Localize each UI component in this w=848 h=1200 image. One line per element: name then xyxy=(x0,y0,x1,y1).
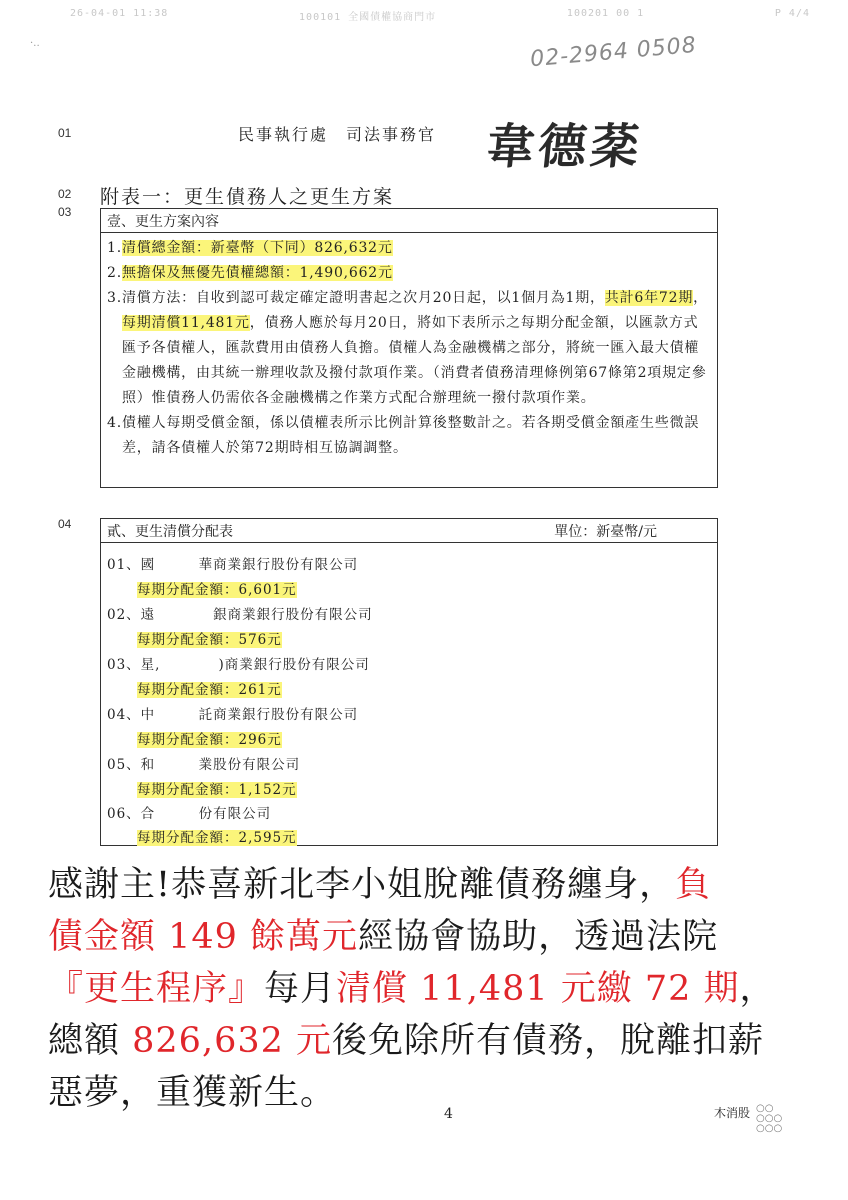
method-text-2: ，債務人應於每月20日，將如下表所示之每期分配金額，以匯款方式匯予各債權人，匯款費用由債務人負擔。債權人為金融機構之部分，將統一匯入最大債權金融機構，由其統一辦理收款及撥付款項作業。（消費者債務清理條例第67條第2項規定參照）惟債務人仍需依各金融機構之作業方式配合辦理統一撥付款項作業。 xyxy=(121,315,707,406)
announcement-line-2 xyxy=(48,917,718,957)
line-number: 03 xyxy=(58,205,72,219)
item-number: 2. xyxy=(107,265,122,281)
plan-item-3 xyxy=(107,286,711,411)
announcement-text: 惡夢，重獲新生。 xyxy=(48,1073,337,1113)
announcement-line-5 xyxy=(48,1073,336,1113)
announcement-text: 感謝主!恭喜新北李小姐脫離債務纏身， xyxy=(48,865,676,905)
creditor-amount: 每期分配金額：576元 xyxy=(137,632,282,648)
announcement-text: 經協會協助，透過法院 xyxy=(358,917,719,957)
announcement-line-1 xyxy=(48,865,711,905)
announcement-text: 每月 xyxy=(264,969,337,1009)
attachment-title: 附表一：更生債務人之更生方案 xyxy=(100,186,395,208)
fax-header-sender: 100101 全國債權協商門市 xyxy=(299,12,437,23)
creditor-amount: 每期分配金額：6,601元 xyxy=(137,582,297,598)
method-sep: ， xyxy=(693,290,708,306)
creditor-name: 02、遠 銀商業銀行股份有限公司 xyxy=(107,607,373,623)
plan-content-heading xyxy=(101,209,717,233)
creditor-name: 03、星, )商業銀行股份有限公司 xyxy=(107,657,370,673)
line-number: 01 xyxy=(58,126,72,140)
announcement-text: 後免除所有債務，脫離扣薪 xyxy=(332,1021,765,1061)
item-number: 3. xyxy=(107,290,122,306)
announcement-text: ， xyxy=(739,969,776,1009)
creditor-name: 04、中 託商業銀行股份有限公司 xyxy=(107,707,359,723)
repayment-method xyxy=(122,286,711,411)
plan-content-box xyxy=(100,208,718,488)
total-term: 共計6年 xyxy=(604,290,659,306)
fax-header-page: P 4/4 xyxy=(774,8,810,19)
announcement-highlight: 債金額 149 餘萬元 xyxy=(48,917,359,957)
total-periods: 72期 xyxy=(658,290,694,306)
announcement-overlay xyxy=(30,857,820,1123)
plan-item-4 xyxy=(107,411,711,461)
plan-item-2 xyxy=(107,261,711,286)
monthly-payment: 每期清償11,481元 xyxy=(121,315,250,331)
currency-unit: 單位：新臺幣/元 xyxy=(554,523,657,540)
section-heading: 壹、更生方案內容 xyxy=(107,213,219,230)
clerk-stamp: 木消股 xyxy=(714,1106,751,1120)
item-number: 1. xyxy=(107,240,122,256)
distribution-table-box xyxy=(100,518,718,846)
distribution-table-heading xyxy=(101,519,717,543)
fax-header-timestamp: 26-04-01 11:38 xyxy=(70,8,169,19)
creditor-amount: 每期分配金額：296元 xyxy=(137,732,282,748)
announcement-line-3 xyxy=(48,969,776,1009)
line-number: 02 xyxy=(58,187,72,201)
stamp-dots: ○○ ○○○ ○○○ xyxy=(756,1103,783,1134)
creditor-amount: 每期分配金額：2,595元 xyxy=(137,830,297,846)
method-text: 清償方法：自收到認可裁定確定證明書起之次月20日起，以1個月為1期， xyxy=(121,290,605,306)
scan-mark: ·‥ xyxy=(30,38,40,49)
announcement-line-4 xyxy=(48,1021,764,1061)
announcement-highlight: 826,632 元 xyxy=(132,1021,333,1061)
announcement-highlight: 負 xyxy=(675,865,712,905)
creditor-amount: 每期分配金額：261元 xyxy=(137,682,282,698)
creditor-name: 06、合 份有限公司 xyxy=(107,806,272,822)
item-number: 4. xyxy=(107,415,122,431)
announcement-highlight: 清償 11,481 元繳 72 期 xyxy=(336,969,740,1009)
unsecured-debt-total: 無擔保及無優先債權總額：1,490,662元 xyxy=(121,265,393,281)
creditor-name: 01、國 華商業銀行股份有限公司 xyxy=(107,557,359,573)
officer-title: 民事執行處 司法事務官 xyxy=(238,125,437,144)
line-number: 04 xyxy=(58,517,72,531)
officer-seal: 韋德棻 xyxy=(483,119,646,175)
page-number: 4 xyxy=(444,1106,453,1122)
fax-header xyxy=(70,8,810,26)
handwritten-phone-note: 02-2964 0508 xyxy=(529,32,698,73)
creditor-name: 05、和 業股份有限公司 xyxy=(107,757,301,773)
announcement-text: 總額 xyxy=(48,1021,133,1061)
plan-item-1 xyxy=(107,236,711,261)
creditor-amount: 每期分配金額：1,152元 xyxy=(137,782,297,798)
plan-items xyxy=(101,233,717,461)
distribution-note: 債權人每期受償金額，係以債權表所示比例計算後整數計之。若各期受償金額產生些微誤差，請各債權人於第72期時相互協調調整。 xyxy=(121,415,700,456)
announcement-highlight: 『更生程序』 xyxy=(48,969,265,1009)
section-heading: 貳、更生清償分配表 xyxy=(107,523,233,540)
total-repayment: 清償總金額：新臺幣（下同）826,632元 xyxy=(121,240,393,256)
fax-header-number: 100201 00 1 xyxy=(566,8,645,19)
